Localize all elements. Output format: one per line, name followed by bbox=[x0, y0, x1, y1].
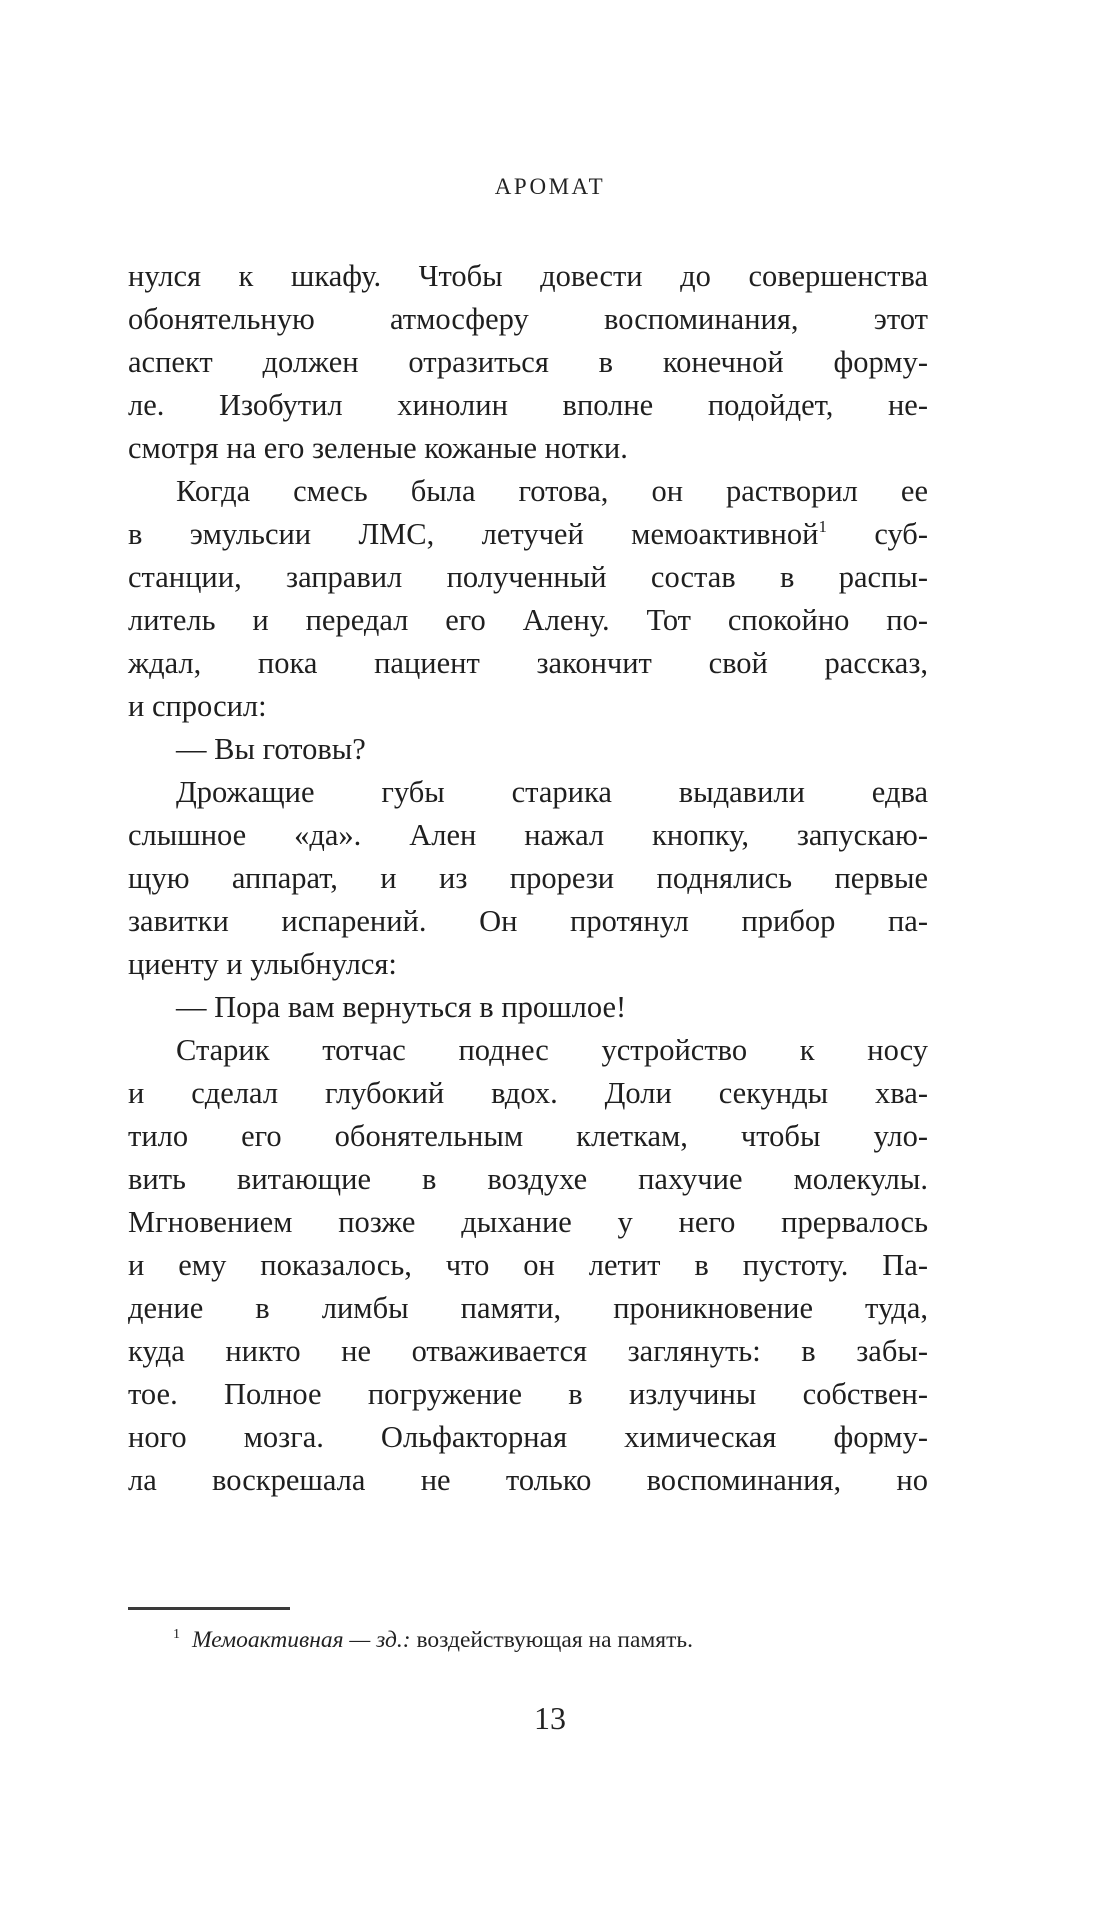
footnote-separator-rule bbox=[128, 1607, 290, 1610]
text-line: ждал, пока пациент закончит свой рассказ, bbox=[128, 646, 928, 680]
body-text bbox=[128, 255, 928, 1502]
footnote-term: Мемоактивная — зд.: bbox=[192, 1627, 411, 1653]
footnote-reference[interactable]: 1 bbox=[818, 517, 827, 536]
text-line: литель и передал его Алену. Тот спокойно по- bbox=[128, 603, 928, 637]
text-line: нулся к шкафу. Чтобы довести до совершенства bbox=[128, 259, 928, 293]
text-line: и сделал глубокий вдох. Доли секунды хва- bbox=[128, 1076, 928, 1110]
text-line: дение в лимбы памяти, проникновение туда, bbox=[128, 1291, 928, 1325]
text-segment: в эмульсии ЛМС, летучей мемоактивной bbox=[128, 517, 819, 551]
paragraph-first-line: Когда смесь была готова, он растворил ее bbox=[176, 474, 928, 508]
dialogue-line: — Вы готовы? bbox=[176, 732, 366, 766]
text-line: ного мозга. Ольфакторная химическая форму- bbox=[128, 1420, 928, 1454]
text-line: ле. Изобутил хинолин вполне подойдет, не- bbox=[128, 388, 928, 422]
text-line: тило его обонятельным клеткам, чтобы уло- bbox=[128, 1119, 928, 1153]
paragraph-first-line: Старик тотчас поднес устройство к носу bbox=[176, 1033, 928, 1067]
page-number: 13 bbox=[534, 1700, 566, 1736]
footnote bbox=[173, 1625, 693, 1655]
text-line: тое. Полное погружение в излучины собствен- bbox=[128, 1377, 928, 1411]
text-line: аспект должен отразиться в конечной форму- bbox=[128, 345, 928, 379]
text-line: Мгновением позже дыхание у него прервалось bbox=[128, 1205, 928, 1239]
text-line: куда никто не отваживается заглянуть: в забы- bbox=[128, 1334, 928, 1368]
text-line: вить витающие в воздухе пахучие молекулы. bbox=[128, 1162, 928, 1196]
text-line: слышное «да». Ален нажал кнопку, запускаю- bbox=[128, 818, 928, 852]
text-line: циенту и улыбнулся: bbox=[128, 947, 397, 981]
running-head: АРОМАТ bbox=[494, 174, 606, 199]
text-line: и ему показалось, что он летит в пустоту. Па- bbox=[128, 1248, 928, 1282]
text-line: щую аппарат, и из прорези поднялись первые bbox=[128, 861, 928, 895]
text-line: обонятельную атмосферу воспоминания, этот bbox=[128, 302, 928, 336]
text-line: станции, заправил полученный состав в распы- bbox=[128, 560, 928, 594]
text-line: и спросил: bbox=[128, 689, 267, 723]
text-line: завитки испарений. Он протянул прибор па- bbox=[128, 904, 928, 938]
paragraph-first-line: Дрожащие губы старика выдавили едва bbox=[176, 775, 928, 809]
text-line-with-footnote-ref bbox=[128, 513, 928, 556]
text-segment: суб- bbox=[826, 517, 928, 551]
footnote-definition: воздействующая на память. bbox=[410, 1627, 693, 1653]
text-line: смотря на его зеленые кожаные нотки. bbox=[128, 431, 628, 465]
footnote-mark: 1 bbox=[173, 1627, 180, 1642]
dialogue-line: — Пора вам вернуться в прошлое! bbox=[176, 990, 627, 1024]
text-line: ла воскрешала не только воспоминания, но bbox=[128, 1463, 928, 1497]
